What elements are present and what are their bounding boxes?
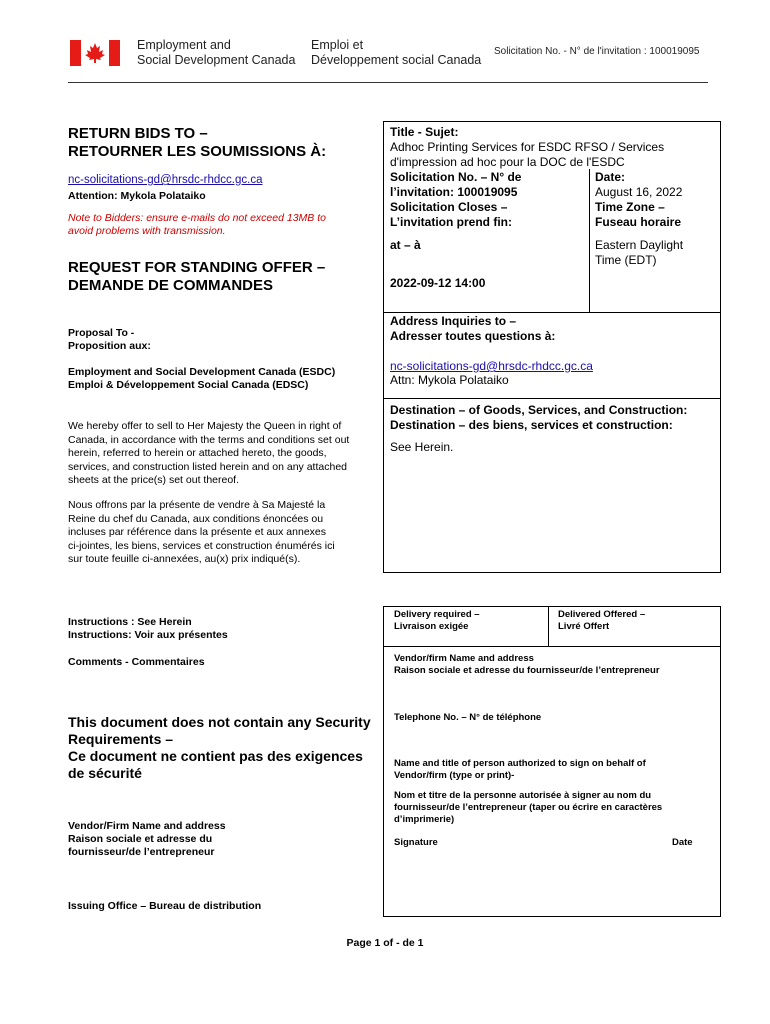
issuing-office-label: Issuing Office – Bureau de distribution [68, 900, 262, 912]
signature-label: Signature [394, 837, 438, 848]
page-number: Page 1 of - de 1 [346, 937, 424, 949]
delivered-off-line2: Livré Offert [558, 621, 610, 632]
security-line2: Requirements – [68, 731, 174, 747]
department-name-en [137, 38, 295, 68]
auth-en-line2: Vendor/firm (type or print)- [394, 770, 515, 781]
return-bids-heading [68, 125, 326, 161]
divider [383, 312, 721, 313]
address-inquiries [390, 314, 555, 344]
authorized-person-en [394, 758, 646, 782]
offer-fr-line: ci-jointes, les biens, services et construction énumérés ici [68, 539, 335, 552]
delivered-off-line1: Delivered Offered – [558, 609, 646, 620]
vendor-firm-label [68, 820, 226, 859]
bid-email-link[interactable]: nc-solicitations-gd@hrsdc-rhdcc.gc.ca [68, 174, 263, 186]
rfso-line2: DEMANDE DE COMMANDES [68, 277, 274, 294]
offer-en-line: herein, referred to herein or attached hereto, the goods, [68, 447, 327, 459]
offer-en-line: services, and construction listed herein and on any attached [68, 460, 348, 473]
security-line4: de sécurité [68, 765, 142, 781]
tz-line1: Time Zone – [595, 200, 665, 214]
destination-label [390, 403, 687, 433]
solicitation-closes [390, 200, 512, 230]
bidder-note [68, 212, 326, 238]
attention-line: Attention: Mykola Polataiko [68, 190, 206, 202]
offer-fr-line: Reine du chef du Canada, aux conditions énoncées ou [68, 512, 324, 525]
vendor-line2: Raison sociale et adresse du [68, 833, 213, 845]
title-label: Title - Sujet: [390, 125, 459, 139]
return-bids-line1: RETURN BIDS TO – [68, 125, 208, 142]
tz-line2: Fuseau horaire [595, 215, 682, 229]
offer-fr-line: Nous offrons par la présente de vendre à Sa Majesté la [68, 499, 326, 511]
auth-fr-line2: fournisseur/de l’entrepreneur (taper ou écrire en caractères [394, 802, 663, 813]
rfso-heading [68, 259, 325, 295]
date-value: August 16, 2022 [595, 185, 683, 199]
delivery-req-line2: Livraison exigée [394, 621, 469, 632]
department-name-fr [311, 38, 481, 68]
closes-line1: Solicitation Closes – [390, 200, 508, 214]
delivery-required [394, 609, 480, 633]
title-block [390, 125, 664, 170]
return-bids-line2: RETOURNER LES SOUMISSIONS À: [68, 143, 327, 160]
closes-line2: L’invitation prend fin: [390, 215, 512, 229]
divider [383, 646, 721, 647]
vendor-name-line2: Raison sociale et adresse du fournisseur/de l’entrepreneur [394, 665, 660, 676]
auth-fr-line3: d’imprimerie) [394, 814, 455, 825]
closing-datetime: 2022-09-12 14:00 [390, 276, 486, 290]
divider [548, 606, 549, 646]
divider [589, 169, 590, 312]
inquiries-line2: Adresser toutes questions à: [390, 329, 556, 343]
vendor-name-line1: Vendor/firm Name and address [394, 653, 534, 664]
date-block [595, 170, 682, 200]
offer-paragraph-en [68, 420, 349, 488]
dest-line1: Destination – of Goods, Services, and Construction: [390, 403, 688, 417]
comments-label: Comments - Commentaires [68, 656, 205, 668]
solno-label1: Solicitation No. – N° de [390, 170, 522, 184]
delivery-req-line1: Delivery required – [394, 609, 480, 620]
telephone-label: Telephone No. – N° de téléphone [394, 712, 542, 723]
date-label: Date: [595, 170, 626, 184]
divider [383, 398, 721, 399]
tz-value2: Time (EDT) [595, 253, 657, 267]
inquiries-line1: Address Inquiries to – [390, 314, 517, 328]
auth-en-line1: Name and title of person authorized to sign on behalf of [394, 758, 646, 769]
offer-paragraph-fr [68, 499, 335, 567]
vendor-line1: Vendor/Firm Name and address [68, 820, 226, 832]
proposal-to-line2: Proposition aux: [68, 340, 151, 352]
instructions [68, 616, 228, 642]
offer-en-line: sheets at the price(s) set out thereof. [68, 474, 240, 486]
time-zone-value [595, 238, 683, 268]
authorized-person-fr [394, 790, 662, 826]
dept-en-line1: Employment and [137, 38, 231, 52]
canada-flag-icon [70, 40, 120, 66]
dept-en-line2: Social Development Canada [137, 53, 296, 67]
solicitation-number [390, 170, 521, 200]
offer-fr-line: incluses par référence dans la présente et aux annexes [68, 526, 326, 538]
vendor-line3: fournisseur/de l’entrepreneur [68, 846, 215, 858]
inquiries-attn: Attn: Mykola Polataiko [390, 373, 509, 387]
offer-en-line: We hereby offer to sell to Her Majesty the Queen in right of [68, 420, 342, 432]
tz-value1: Eastern Daylight [595, 238, 684, 252]
dept-fr-line2: Développement social Canada [311, 53, 482, 67]
rfso-line1: REQUEST FOR STANDING OFFER – [68, 259, 326, 276]
time-zone-label [595, 200, 681, 230]
header-rule [68, 82, 708, 83]
date-sign-label: Date [672, 837, 693, 848]
title-line1: Adhoc Printing Services for ESDC RFSO / Services [390, 140, 665, 154]
esdc-fr: Emploi & Développement Social Canada (EDSC) [68, 379, 309, 391]
instructions-en: Instructions : See Herein [68, 616, 192, 628]
dest-line2: Destination – des biens, services et construction: [390, 418, 673, 432]
see-herein: See Herein. [390, 440, 454, 454]
esdc-name [68, 366, 335, 392]
vendor-name-address [394, 653, 660, 677]
esdc-en: Employment and Social Development Canada (ESDC) [68, 366, 336, 378]
title-line2: d'impression ad hoc pour la DOC de l'ESDC [390, 155, 625, 169]
at-label: at – à [390, 238, 421, 252]
note-line1: Note to Bidders: ensure e-mails do not exceed 13MB to [68, 212, 326, 224]
instructions-fr: Instructions: Voir aux présentes [68, 629, 228, 641]
security-statement [68, 714, 371, 782]
proposal-to [68, 327, 151, 353]
proposal-to-line1: Proposal To - [68, 327, 135, 339]
dept-fr-line1: Emploi et [311, 38, 364, 52]
security-line1: This document does not contain any Security [68, 714, 371, 730]
inquiries-email-link[interactable]: nc-solicitations-gd@hrsdc-rhdcc.gc.ca [390, 359, 593, 373]
auth-fr-line1: Nom et titre de la personne autorisée à signer au nom du [394, 790, 652, 801]
solicitation-number-header: Solicitation No. - N° de l'invitation : 100019095 [494, 46, 700, 57]
note-line2: avoid problems with transmission. [68, 225, 226, 237]
solno-label2: l’invitation: 100019095 [390, 185, 518, 199]
security-line3: Ce document ne contient pas des exigences [68, 748, 363, 764]
offer-en-line: Canada, in accordance with the terms and conditions set out [68, 433, 350, 446]
delivered-offered [558, 609, 645, 633]
offer-fr-line: sur toute feuille ci-annexées, au(x) prix indiqué(s). [68, 553, 301, 565]
